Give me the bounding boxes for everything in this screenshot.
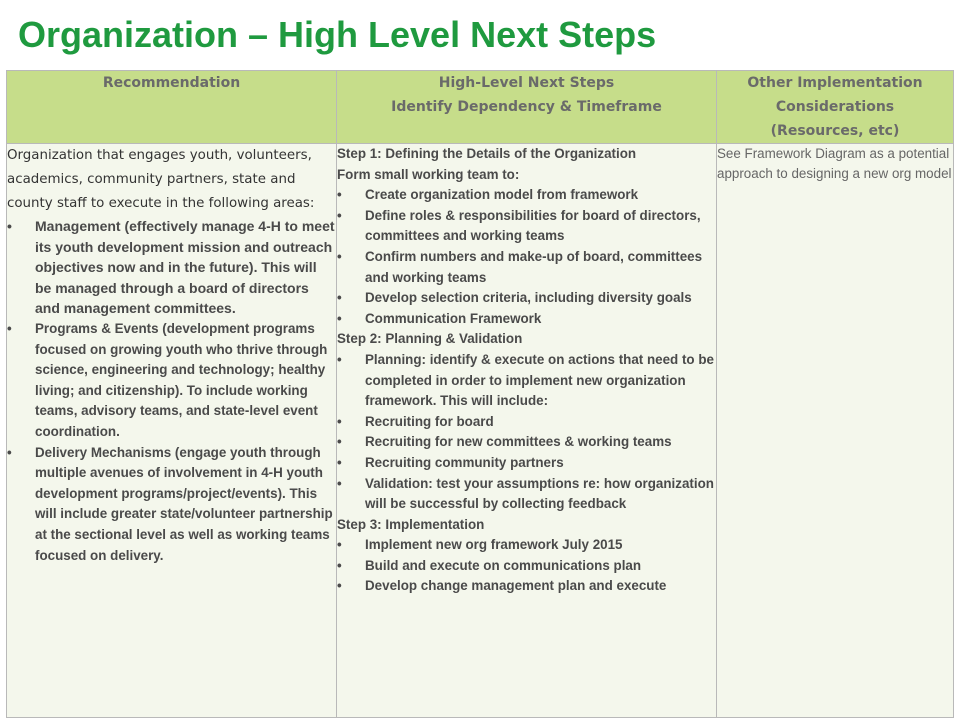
bullet-icon: • bbox=[337, 248, 342, 264]
bullet-icon: • bbox=[337, 454, 342, 470]
considerations-text: See Framework Diagram as a potential approach to designing a new org model bbox=[717, 146, 952, 181]
header-line: High-Level Next Steps bbox=[438, 75, 615, 91]
list-item-text: Create organization model from framework bbox=[365, 187, 639, 203]
list-item-text: Build and execute on communications plan bbox=[365, 557, 642, 573]
step2-list bbox=[337, 350, 716, 515]
header-line: Other Implementation bbox=[747, 75, 923, 91]
bullet-icon: • bbox=[337, 207, 342, 223]
list-item-text: Develop change management plan and execute bbox=[365, 578, 667, 594]
bullet-icon: • bbox=[337, 310, 342, 326]
list-item bbox=[337, 576, 716, 597]
header-line: Considerations bbox=[775, 99, 895, 115]
page-title: Organization – High Level Next Steps bbox=[18, 14, 657, 55]
considerations-cell bbox=[717, 144, 954, 718]
header-line: (Resources, etc) bbox=[770, 123, 900, 139]
bullet-icon: • bbox=[7, 218, 12, 234]
list-item bbox=[337, 309, 716, 330]
list-item bbox=[7, 319, 336, 443]
list-item-text: Recruiting for new committees & working teams bbox=[365, 434, 672, 450]
bullet-icon: • bbox=[337, 557, 342, 573]
recommendation-intro: Organization that engages youth, volunteers, academics, community partners, state and county staff to execute in the following areas: bbox=[7, 148, 315, 211]
list-item bbox=[337, 453, 716, 474]
list-item-text: Validation: test your assumptions re: how organization will be successful by collecting feedback bbox=[365, 475, 714, 512]
bullet-icon: • bbox=[7, 444, 12, 460]
recommendation-list bbox=[7, 216, 336, 566]
list-item-text: Confirm numbers and make-up of board, committees and working teams bbox=[365, 248, 703, 285]
step1-subtitle: Form small working team to: bbox=[337, 166, 520, 182]
list-item bbox=[337, 556, 716, 577]
list-item bbox=[337, 350, 716, 412]
list-item bbox=[337, 185, 716, 206]
bullet-icon: • bbox=[337, 475, 342, 491]
header-other-considerations bbox=[717, 71, 954, 144]
list-item-text: Planning: identify & execute on actions that need to be completed in order to implement new organization framework. This will include: bbox=[365, 351, 714, 409]
bullet-icon: • bbox=[7, 320, 12, 336]
list-item-text: Communication Framework bbox=[365, 310, 542, 326]
list-item bbox=[7, 216, 336, 319]
list-item-text: Develop selection criteria, including diversity goals bbox=[365, 290, 692, 306]
header-recommendation bbox=[7, 71, 337, 144]
step1-list bbox=[337, 185, 716, 329]
list-item bbox=[337, 432, 716, 453]
header-line: Identify Dependency & Timeframe bbox=[391, 99, 662, 115]
header-row bbox=[7, 71, 954, 144]
list-item-text: Delivery Mechanisms (engage youth through multiple avenues of involvement in 4-H youth development programs/project/events). This will include greater state/volunteer partnership at the sectional level as well as working teams focused on delivery. bbox=[35, 444, 333, 563]
list-item-text: Management (effectively manage 4-H to meet its youth development mission and outreach objectives now and in the future). This will be managed through a board of directors and management committees. bbox=[35, 218, 335, 317]
bullet-icon: • bbox=[337, 351, 342, 367]
list-item bbox=[337, 535, 716, 556]
recommendation-cell bbox=[7, 144, 337, 718]
list-item-text: Define roles & responsibilities for board of directors, committees and working teams bbox=[365, 207, 701, 244]
step3-list bbox=[337, 535, 716, 597]
content-row bbox=[7, 144, 954, 718]
next-steps-cell bbox=[337, 144, 717, 718]
list-item bbox=[337, 288, 716, 309]
list-item-text: Recruiting community partners bbox=[365, 454, 564, 470]
list-item-text: Implement new org framework July 2015 bbox=[365, 537, 623, 553]
step2-title: Step 2: Planning & Validation bbox=[337, 331, 523, 347]
bullet-icon: • bbox=[337, 537, 342, 553]
list-item-text: Recruiting for board bbox=[365, 413, 494, 429]
list-item bbox=[337, 206, 716, 247]
next-steps-table bbox=[6, 70, 954, 718]
list-item bbox=[337, 412, 716, 433]
bullet-icon: • bbox=[337, 413, 342, 429]
list-item bbox=[337, 474, 716, 515]
list-item-text: Programs & Events (development programs focused on growing youth who thrive through science, engineering and technology; healthy living; and citizenship). To include working teams, advisory teams, and state-level event coordination. bbox=[35, 320, 328, 439]
list-item bbox=[337, 247, 716, 288]
header-line: Recommendation bbox=[102, 75, 241, 91]
list-item bbox=[7, 443, 336, 567]
bullet-icon: • bbox=[337, 578, 342, 594]
header-next-steps bbox=[337, 71, 717, 144]
step1-title: Step 1: Defining the Details of the Organization bbox=[337, 146, 637, 161]
step3-title: Step 3: Implementation bbox=[337, 516, 485, 532]
bullet-icon: • bbox=[337, 290, 342, 306]
bullet-icon: • bbox=[337, 434, 342, 450]
bullet-icon: • bbox=[337, 187, 342, 203]
